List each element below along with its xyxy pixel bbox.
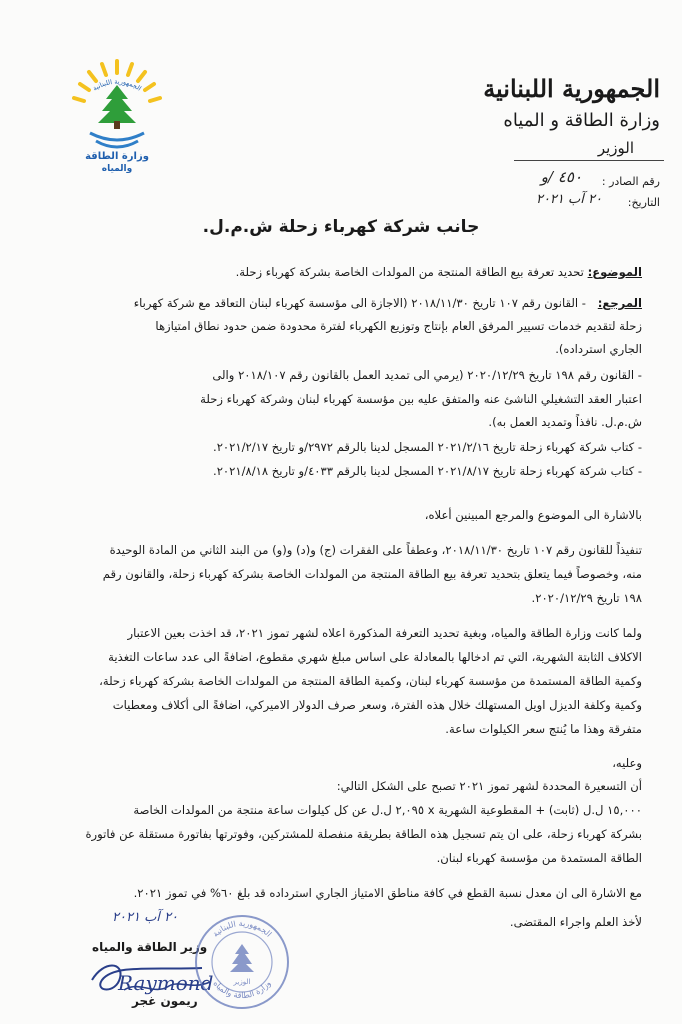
signatory-title: وزير الطاقة والمياه — [92, 940, 208, 954]
signatory-name: ريمون غجر — [132, 994, 198, 1008]
reference-line: - القانون رقم ١٩٨ تاريخ ٢٠٢٠/١٢/٢٩ (يرمي الى تمديد العمل بالقانون رقم ٢٠١٨/١٠٧ والى — [212, 368, 642, 382]
logo-name-line2: والمياه — [101, 164, 133, 173]
body-paragraph: وكمية الطاقة المستمدة من مؤسسة كهرباء لبنان، وكمية الطاقة المنتجة من المولدات الخاصة بشركة كهرباء زحلة، — [99, 674, 642, 688]
reference-line: ش.م.ل. نافذاً وتمديد العمل به). — [488, 415, 642, 429]
minister-title: الوزير — [597, 139, 634, 157]
svg-text:الوزير: الوزير — [233, 978, 251, 986]
addressee: جانب شركة كهرباء زحلة ش.م.ل. — [202, 217, 480, 237]
ministry-logo — [62, 55, 172, 173]
official-stamp — [192, 912, 292, 1012]
logo-name-line1: وزارة الطاقة — [85, 151, 149, 162]
date-label: التاريخ: — [627, 196, 660, 209]
subject-text: تحديد تعرفة بيع الطاقة المنتجة من المولدات الخاصة بشركة كهرباء زحلة. — [235, 265, 584, 279]
reference-line: الجاري استرداده). — [555, 342, 642, 356]
svg-text:وزارة الطاقة والمياه: وزارة الطاقة والمياه — [211, 978, 273, 1001]
body-paragraph: لأخذ العلم واجراء المقتضى. — [509, 915, 642, 929]
body-paragraph: الطاقة المستمدة من مؤسسة كهرباء لبنان. — [436, 851, 642, 865]
reference-line: اعتبار العقد التشغيلي الناشئ عنه والمتفق عليه بين مؤسسة كهرباء لبنان وشركة كهرباء زحلة — [200, 392, 642, 406]
body-paragraph: وعليه، — [612, 756, 642, 770]
body-paragraph: منه، وخصوصاً فيما يتعلق بتحديد تعرفة بيع الطاقة المنتجة من المولدات الخاصة بشركة كهرباء زحلة، والقانون رقم — [102, 567, 642, 581]
body-paragraph: تنفيذاً للقانون رقم ١٠٧ تاريخ ٢٠١٨/١١/٣٠، وعطفاً على الفقرات (ج) و(د) و(و) من البند الثاني من المادة الوحيدة — [109, 543, 642, 557]
body-paragraph: وكمية وكلفة الديزل اويل المستهلك خلال هذه الفترة، وسعر صرف الدولار الاميركي، اضافةً الى أكلاف ومعطيات — [112, 698, 642, 712]
ref-value: ٤٥٠ /و — [540, 168, 582, 186]
stamp-cedar-icon — [230, 944, 254, 972]
body-paragraph: ١٥,٠٠٠ ل.ل (ثابت) + المقطوعية الشهرية x ٢,٠٩٥ ل.ل عن كل كيلوات ساعة منتجة من المولدات الخاصة — [133, 803, 642, 817]
signature-date: ٢٠ آب ٢٠٢١ — [112, 910, 179, 925]
reference-line: زحلة لتقديم خدمات تسيير المرفق العام بإنتاج وتوزيع الكهرباء لفترة محدودة ضمن حدود نطاق امتيازها — [155, 319, 642, 333]
body-paragraph: بشركة كهرباء زحلة، على ان يتم تسجيل هذه الطاقة بطريقة منفصلة للمشتركين، وفوترتها بفاتورة مستقلة عن فاتورة — [85, 827, 642, 841]
body-paragraph: مع الاشارة الى ان معدل نسبة القطع في كافة مناطق الامتياز الجاري استرداده قد بلغ ٦٠% في تموز ٢٠٢١. — [133, 886, 642, 900]
ref-label: رقم الصادر : — [601, 175, 660, 188]
reference-line: - كتاب شركة كهرباء زحلة تاريخ ٢٠٢١/٨/١٧ المسجل لدينا بالرقم ٤٠٣٣/و تاريخ ٢٠٢١/٨/١٨. — [213, 464, 642, 478]
svg-text:الجمهورية اللبنانية: الجمهورية اللبنانية — [210, 918, 274, 939]
date-value: ٢٠ آب ٢٠٢١ — [535, 192, 602, 207]
logo-arc-text: الجمهورية اللبنانية — [91, 77, 143, 93]
body-paragraph: متفرقة وهذا ما يُنتج سعر الكيلوات ساعة. — [445, 722, 642, 736]
body-paragraph: أن التسعيرة المحددة لشهر تموز ٢٠٢١ تصبح على الشكل التالي: — [336, 779, 642, 793]
cedar-icon — [98, 85, 136, 129]
header-divider — [514, 160, 664, 161]
subject-label: الموضوع: — [587, 265, 642, 279]
ministry-title: وزارة الطاقة و المياه — [503, 110, 660, 131]
water-icon — [90, 133, 144, 147]
body-paragraph: ولما كانت وزارة الطاقة والمياه، وبغية تحديد التعرفة المذكورة اعلاه لشهر تموز ٢٠٢١، قد اخذت بعين الاعتبار — [127, 626, 642, 640]
body-paragraph: بالاشارة الى الموضوع والمرجع المبينين أعلاه، — [424, 508, 642, 522]
reference-line: - كتاب شركة كهرباء زحلة تاريخ ٢٠٢١/٢/١٦ المسجل لدينا بالرقم ٢٩٧٢/و تاريخ ٢٠٢١/٢/١٧. — [213, 440, 642, 454]
body-paragraph: ١٩٨ تاريخ ٢٠٢٠/١٢/٢٩. — [531, 591, 642, 605]
body-paragraph: الاكلاف الثابتة الشهرية، التي تم ادخالها بالمعادلة على اساس مبلغ شهري مقطوع، اضافةً الى عدد ساعات التغذية — [108, 650, 642, 664]
reference-label: المرجع: — [597, 296, 642, 310]
subject-line — [236, 265, 642, 279]
reference-line: - القانون رقم ١٠٧ تاريخ ٢٠١٨/١١/٣٠ (الاجازة الى مؤسسة كهرباء لبنان التعاقد مع شركة كهرباء — [133, 296, 586, 310]
republic-title: الجمهورية اللبنانية — [483, 74, 660, 103]
signature-text: Raymond — [118, 971, 214, 995]
